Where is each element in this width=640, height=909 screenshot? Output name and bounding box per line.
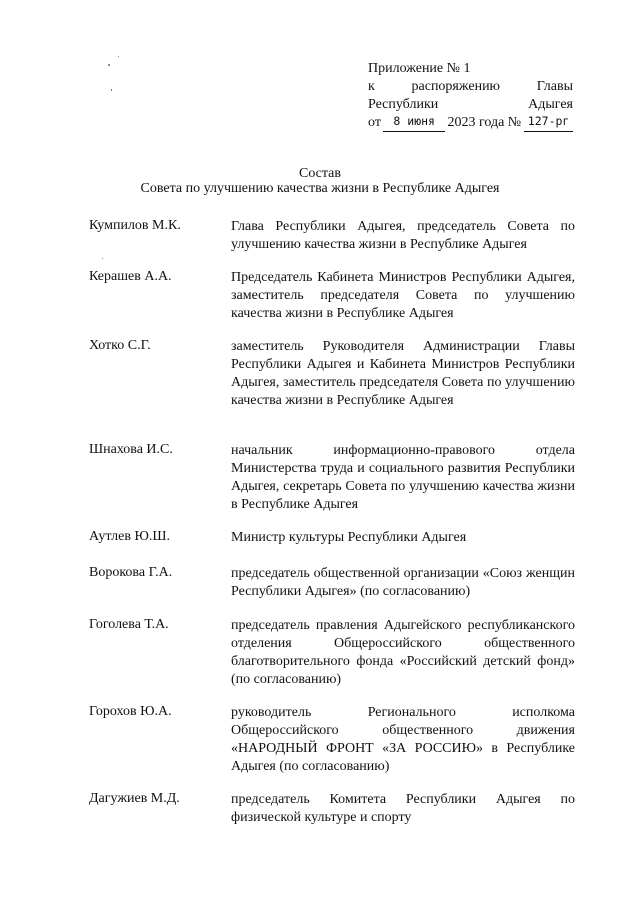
annex-label: Приложение № 1 [368,61,471,76]
annex-header [368,60,573,132]
annex-line-3 [368,96,573,114]
annex-label-line [368,60,573,78]
annex-line2-mid: распоряжению [411,79,501,94]
member-name: Керашев А.А. [89,269,172,284]
date-year: 2023 года № [447,115,522,130]
member-role: председатель правления Адыгейского республиканского отделения Общероссийского общественного благотворительного фонда «Российский детский фонд» (по согласованию) [231,618,575,687]
member-name: Гоголева Т.А. [89,617,169,632]
annex-line3-right: Адыгея [528,97,573,112]
document-title: Состав [298,166,341,181]
date-prefix: от [368,115,381,130]
member-role: Министр культуры Республики Адыгея [231,530,467,545]
member-role: Глава Республики Адыгея, председатель Совета по улучшению качества жизни в Республике Адыгея [231,219,575,252]
member-row [89,442,575,514]
member-row [89,791,575,827]
member-role: заместитель Руководителя Администрации Главы Республики Адыгея и Кабинета Министров Республики Адыгея, заместитель председателя Совета по улучшению качества жизни в Республике Адыгея [231,339,575,408]
member-role: руководитель Регионального исполкома Общероссийского общественного движения «НАРОДНЫЙ ФРОНТ «ЗА РОССИЮ» в Республике Адыгея (по согласованию) [231,705,575,774]
member-role: председатель Комитета Республики Адыгея по физической культуре и спорту [231,792,575,825]
scan-speck [102,258,103,259]
member-row [89,269,575,323]
member-row [89,565,575,601]
member-role: председатель общественной организации «Союз женщин Республики Адыгея» (по согласованию) [231,566,575,599]
member-name: Кумпилов М.К. [89,218,181,233]
member-name: Хотко С.Г. [89,338,151,353]
member-name: Аутлев Ю.Ш. [89,529,171,544]
date-value: 8 июня [383,114,446,132]
member-row [89,338,575,410]
member-role: Председатель Кабинета Министров Республики Адыгея, заместитель председателя Совета по улучшению качества жизни в Республике Адыгея [231,270,575,321]
scan-speck [111,89,112,91]
member-role: начальник информационно-правового отдела Министерства труда и социального развития Республики Адыгея, секретарь Совета по улучшению качества жизни в Республике Адыгея [231,443,575,512]
document-subtitle: Совета по улучшению качества жизни в Республике Адыгея [140,181,500,196]
annex-date-line [368,114,573,132]
member-name: Шнахова И.С. [89,442,173,457]
member-row [89,529,575,547]
annex-line2-right: Главы [536,79,573,94]
order-number: 127-рг [524,114,573,132]
annex-line2-left: к [368,79,375,94]
member-row [89,704,575,776]
annex-line-2 [368,78,573,96]
scan-speck [108,64,110,66]
member-name: Горохов Ю.А. [89,704,172,719]
member-row [89,617,575,689]
annex-line3-left: Республики [368,97,439,112]
member-name: Ворокова Г.А. [89,565,173,580]
member-row [89,218,575,254]
scan-speck [118,56,119,57]
member-name: Дагужиев М.Д. [89,791,180,806]
